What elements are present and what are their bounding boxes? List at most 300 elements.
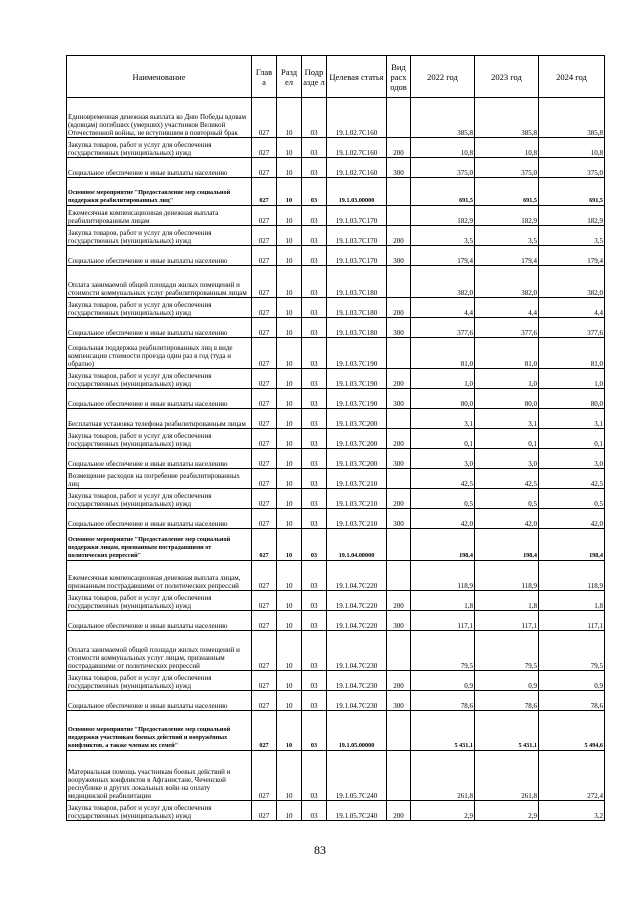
cell-sub: 03 xyxy=(302,561,327,591)
cell-ch: 027 xyxy=(252,338,277,369)
cell-y2023: 375,0 xyxy=(475,158,539,178)
cell-y2023: 377,6 xyxy=(475,318,539,338)
cell-y2023: 78,6 xyxy=(475,691,539,711)
cell-name: Материальная помощь участникам боевых действий и вооруженных конфликтов в Афганистане, Чеченской республике и других локальных войн на оплату медицинской реабилитации xyxy=(67,751,252,801)
cell-sub: 03 xyxy=(302,751,327,801)
cell-sec: 10 xyxy=(277,138,302,158)
cell-sub: 03 xyxy=(302,529,327,561)
cell-y2022: 198,4 xyxy=(411,529,475,561)
cell-name: Социальное обеспечение и иные выплаты населению xyxy=(67,158,252,178)
cell-sub: 03 xyxy=(302,449,327,469)
cell-y2022: 0,9 xyxy=(411,671,475,691)
cell-type xyxy=(387,631,411,671)
cell-target: 19.1.03.7С190 xyxy=(327,338,387,369)
cell-y2024: 1,8 xyxy=(539,591,605,611)
cell-sub: 03 xyxy=(302,429,327,449)
cell-y2022: 382,0 xyxy=(411,266,475,298)
table-row xyxy=(67,449,605,469)
table-row xyxy=(67,489,605,509)
cell-type: 200 xyxy=(387,671,411,691)
cell-y2024: 3,2 xyxy=(539,801,605,821)
cell-y2024: 42,5 xyxy=(539,469,605,489)
cell-sec: 10 xyxy=(277,206,302,226)
cell-y2023: 0,5 xyxy=(475,489,539,509)
cell-target: 19.1.03.7С170 xyxy=(327,206,387,226)
cell-sec: 10 xyxy=(277,751,302,801)
table-row xyxy=(67,266,605,298)
table-row xyxy=(67,298,605,318)
cell-y2022: 0,5 xyxy=(411,489,475,509)
table-row xyxy=(67,611,605,631)
cell-sec: 10 xyxy=(277,266,302,298)
cell-type xyxy=(387,98,411,138)
cell-y2024: 80,0 xyxy=(539,389,605,409)
cell-ch: 027 xyxy=(252,389,277,409)
cell-y2024: 5 494,6 xyxy=(539,711,605,751)
cell-name: Закупка товаров, работ и услуг для обеспечения государственных (муниципальных) нужд xyxy=(67,369,252,389)
cell-ch: 027 xyxy=(252,671,277,691)
cell-target: 19.1.03.7С170 xyxy=(327,226,387,246)
cell-name: Социальное обеспечение и иные выплаты населению xyxy=(67,449,252,469)
cell-sec: 10 xyxy=(277,591,302,611)
table-row xyxy=(67,369,605,389)
column-header: Наименование xyxy=(67,56,252,98)
table-header-row xyxy=(67,56,605,98)
cell-ch: 027 xyxy=(252,206,277,226)
cell-y2022: 179,4 xyxy=(411,246,475,266)
cell-target: 19.1.04.7С230 xyxy=(327,691,387,711)
cell-ch: 027 xyxy=(252,429,277,449)
cell-target: 19.1.05.7С240 xyxy=(327,801,387,821)
cell-target: 19.1.03.7С200 xyxy=(327,409,387,429)
cell-type: 200 xyxy=(387,591,411,611)
cell-y2022: 3,0 xyxy=(411,449,475,469)
cell-sub: 03 xyxy=(302,671,327,691)
cell-name: Социальное обеспечение и иные выплаты населению xyxy=(67,509,252,529)
cell-ch: 027 xyxy=(252,158,277,178)
cell-type xyxy=(387,469,411,489)
cell-ch: 027 xyxy=(252,561,277,591)
cell-sec: 10 xyxy=(277,631,302,671)
cell-ch: 027 xyxy=(252,489,277,509)
cell-name: Закупка товаров, работ и услуг для обеспечения государственных (муниципальных) нужд xyxy=(67,226,252,246)
cell-target: 19.1.03.7С190 xyxy=(327,389,387,409)
cell-y2023: 179,4 xyxy=(475,246,539,266)
cell-y2022: 0,1 xyxy=(411,429,475,449)
cell-type xyxy=(387,561,411,591)
cell-target: 19.1.04.7С230 xyxy=(327,631,387,671)
cell-y2024: 375,0 xyxy=(539,158,605,178)
cell-name: Закупка товаров, работ и услуг для обеспечения государственных (муниципальных) нужд xyxy=(67,591,252,611)
cell-ch: 027 xyxy=(252,631,277,671)
cell-sec: 10 xyxy=(277,246,302,266)
table-row xyxy=(67,711,605,751)
table-row xyxy=(67,318,605,338)
cell-target: 19.1.02.7С160 xyxy=(327,138,387,158)
cell-sub: 03 xyxy=(302,509,327,529)
cell-y2023: 1,0 xyxy=(475,369,539,389)
cell-ch: 027 xyxy=(252,318,277,338)
cell-y2022: 182,9 xyxy=(411,206,475,226)
cell-y2022: 385,8 xyxy=(411,98,475,138)
cell-y2024: 182,9 xyxy=(539,206,605,226)
cell-type: 200 xyxy=(387,801,411,821)
cell-y2023: 0,9 xyxy=(475,671,539,691)
cell-type: 200 xyxy=(387,226,411,246)
cell-y2023: 3,5 xyxy=(475,226,539,246)
cell-y2023: 80,0 xyxy=(475,389,539,409)
cell-sub: 03 xyxy=(302,298,327,318)
cell-y2023: 385,8 xyxy=(475,98,539,138)
cell-type xyxy=(387,206,411,226)
table-row xyxy=(67,206,605,226)
cell-ch: 027 xyxy=(252,266,277,298)
cell-name: Социальная поддержка реабилитированных лиц в виде компенсации стоимости проезда один раз в год (туда и обратно) xyxy=(67,338,252,369)
cell-y2024: 179,4 xyxy=(539,246,605,266)
cell-y2024: 198,4 xyxy=(539,529,605,561)
cell-y2024: 79,5 xyxy=(539,631,605,671)
cell-sub: 03 xyxy=(302,266,327,298)
cell-type: 300 xyxy=(387,611,411,631)
cell-sub: 03 xyxy=(302,801,327,821)
cell-type: 300 xyxy=(387,389,411,409)
cell-y2023: 1,8 xyxy=(475,591,539,611)
cell-ch: 027 xyxy=(252,298,277,318)
cell-y2022: 79,5 xyxy=(411,631,475,671)
cell-type xyxy=(387,529,411,561)
page-number: 83 xyxy=(314,843,326,857)
cell-sub: 03 xyxy=(302,246,327,266)
cell-y2023: 691,5 xyxy=(475,178,539,206)
cell-ch: 027 xyxy=(252,751,277,801)
cell-target: 19.1.03.7С210 xyxy=(327,509,387,529)
table-row xyxy=(67,529,605,561)
cell-target: 19.1.03.7С170 xyxy=(327,246,387,266)
cell-name: Закупка товаров, работ и услуг для обеспечения государственных (муниципальных) нужд xyxy=(67,429,252,449)
cell-y2022: 377,6 xyxy=(411,318,475,338)
table-row xyxy=(67,561,605,591)
cell-sub: 03 xyxy=(302,389,327,409)
table-row xyxy=(67,751,605,801)
cell-sec: 10 xyxy=(277,449,302,469)
cell-target: 19.1.03.00000 xyxy=(327,178,387,206)
cell-sub: 03 xyxy=(302,226,327,246)
cell-y2023: 382,0 xyxy=(475,266,539,298)
cell-target: 19.1.04.00000 xyxy=(327,529,387,561)
table-row xyxy=(67,429,605,449)
cell-type xyxy=(387,266,411,298)
cell-y2024: 385,8 xyxy=(539,98,605,138)
cell-y2022: 5 431,1 xyxy=(411,711,475,751)
cell-sec: 10 xyxy=(277,318,302,338)
cell-y2024: 0,1 xyxy=(539,429,605,449)
cell-y2024: 78,6 xyxy=(539,691,605,711)
column-header: Подр азде л xyxy=(302,56,327,98)
cell-type xyxy=(387,409,411,429)
cell-sec: 10 xyxy=(277,801,302,821)
cell-type: 300 xyxy=(387,158,411,178)
cell-target: 19.1.03.7С180 xyxy=(327,266,387,298)
cell-ch: 027 xyxy=(252,226,277,246)
cell-name: Закупка товаров, работ и услуг для обеспечения государственных (муниципальных) нужд xyxy=(67,671,252,691)
cell-name: Социальное обеспечение и иные выплаты населению xyxy=(67,389,252,409)
table-row xyxy=(67,226,605,246)
cell-ch: 027 xyxy=(252,449,277,469)
cell-name: Основное мероприятие "Предоставление мер социальной поддержки участникам боевых действий и вооружённых конфликтов, а также членам их семей" xyxy=(67,711,252,751)
cell-y2022: 2,9 xyxy=(411,801,475,821)
column-header: 2024 год xyxy=(539,56,605,98)
cell-y2022: 3,5 xyxy=(411,226,475,246)
cell-y2023: 261,8 xyxy=(475,751,539,801)
cell-name: Социальное обеспечение и иные выплаты населению xyxy=(67,691,252,711)
cell-sec: 10 xyxy=(277,178,302,206)
column-header: Разд ел xyxy=(277,56,302,98)
cell-y2024: 377,6 xyxy=(539,318,605,338)
cell-sub: 03 xyxy=(302,489,327,509)
cell-ch: 027 xyxy=(252,611,277,631)
cell-name: Основное мероприятие "Предоставление мер социальной поддержки реабилитированных лиц" xyxy=(67,178,252,206)
cell-name: Закупка товаров, работ и услуг для обеспечения государственных (муниципальных) нужд xyxy=(67,801,252,821)
cell-sec: 10 xyxy=(277,469,302,489)
cell-name: Социальное обеспечение и иные выплаты населению xyxy=(67,611,252,631)
cell-y2024: 42,0 xyxy=(539,509,605,529)
cell-sec: 10 xyxy=(277,671,302,691)
cell-name: Ежемесячная компенсационная денежная выплата лицам, признанным пострадавшими от политических репрессий xyxy=(67,561,252,591)
cell-y2023: 79,5 xyxy=(475,631,539,671)
cell-sec: 10 xyxy=(277,509,302,529)
cell-y2022: 261,8 xyxy=(411,751,475,801)
cell-sub: 03 xyxy=(302,469,327,489)
cell-sec: 10 xyxy=(277,691,302,711)
cell-y2024: 3,1 xyxy=(539,409,605,429)
cell-y2023: 5 431,1 xyxy=(475,711,539,751)
cell-type: 200 xyxy=(387,138,411,158)
cell-target: 19.1.05.7С240 xyxy=(327,751,387,801)
table-row xyxy=(67,591,605,611)
cell-y2023: 118,9 xyxy=(475,561,539,591)
cell-y2024: 117,1 xyxy=(539,611,605,631)
cell-target: 19.1.02.7С160 xyxy=(327,158,387,178)
cell-type: 200 xyxy=(387,298,411,318)
table-row xyxy=(67,246,605,266)
cell-sec: 10 xyxy=(277,711,302,751)
cell-ch: 027 xyxy=(252,98,277,138)
table-row xyxy=(67,98,605,138)
cell-y2023: 182,9 xyxy=(475,206,539,226)
cell-sub: 03 xyxy=(302,369,327,389)
table-row xyxy=(67,409,605,429)
table-body xyxy=(67,98,605,821)
cell-sub: 03 xyxy=(302,158,327,178)
cell-sec: 10 xyxy=(277,338,302,369)
cell-sec: 10 xyxy=(277,561,302,591)
column-header: Целевая статья xyxy=(327,56,387,98)
cell-y2022: 10,8 xyxy=(411,138,475,158)
table-row xyxy=(67,691,605,711)
cell-y2024: 0,9 xyxy=(539,671,605,691)
cell-y2023: 42,5 xyxy=(475,469,539,489)
table-row xyxy=(67,338,605,369)
cell-sub: 03 xyxy=(302,631,327,671)
cell-y2022: 81,0 xyxy=(411,338,475,369)
cell-y2022: 691,5 xyxy=(411,178,475,206)
cell-ch: 027 xyxy=(252,178,277,206)
cell-y2024: 81,0 xyxy=(539,338,605,369)
cell-ch: 027 xyxy=(252,801,277,821)
cell-target: 19.1.03.7С210 xyxy=(327,489,387,509)
cell-y2024: 1,0 xyxy=(539,369,605,389)
cell-name: Социальное обеспечение и иные выплаты населению xyxy=(67,246,252,266)
cell-target: 19.1.05.00000 xyxy=(327,711,387,751)
cell-y2024: 691,5 xyxy=(539,178,605,206)
cell-ch: 027 xyxy=(252,591,277,611)
cell-sec: 10 xyxy=(277,298,302,318)
cell-y2022: 4,4 xyxy=(411,298,475,318)
cell-y2022: 1,8 xyxy=(411,591,475,611)
cell-y2023: 117,1 xyxy=(475,611,539,631)
cell-name: Бесплатная установка телефона реабилитированным лицам xyxy=(67,409,252,429)
cell-target: 19.1.03.7С210 xyxy=(327,469,387,489)
cell-target: 19.1.03.7С190 xyxy=(327,369,387,389)
table-row xyxy=(67,158,605,178)
cell-target: 19.1.03.7С180 xyxy=(327,318,387,338)
cell-ch: 027 xyxy=(252,711,277,751)
cell-sec: 10 xyxy=(277,158,302,178)
cell-target: 19.1.04.7С220 xyxy=(327,591,387,611)
cell-y2023: 3,0 xyxy=(475,449,539,469)
cell-type: 300 xyxy=(387,449,411,469)
cell-ch: 027 xyxy=(252,509,277,529)
table-row xyxy=(67,178,605,206)
cell-sec: 10 xyxy=(277,389,302,409)
cell-sec: 10 xyxy=(277,369,302,389)
column-header: 2022 год xyxy=(411,56,475,98)
cell-type: 300 xyxy=(387,246,411,266)
cell-name: Закупка товаров, работ и услуг для обеспечения государственных (муниципальных) нужд xyxy=(67,298,252,318)
cell-type: 300 xyxy=(387,691,411,711)
cell-y2024: 4,4 xyxy=(539,298,605,318)
cell-y2022: 117,1 xyxy=(411,611,475,631)
cell-name: Социальное обеспечение и иные выплаты населению xyxy=(67,318,252,338)
cell-sub: 03 xyxy=(302,98,327,138)
cell-y2024: 0,5 xyxy=(539,489,605,509)
cell-sub: 03 xyxy=(302,338,327,369)
cell-sub: 03 xyxy=(302,409,327,429)
cell-y2023: 81,0 xyxy=(475,338,539,369)
cell-name: Оплата занимаемой общей площади жилых помещений и стоимости коммунальных услуг лицам, признанным пострадавшими от политических репрессий xyxy=(67,631,252,671)
cell-ch: 027 xyxy=(252,138,277,158)
cell-sec: 10 xyxy=(277,529,302,561)
table-row xyxy=(67,631,605,671)
cell-target: 19.1.03.7С200 xyxy=(327,429,387,449)
cell-y2023: 2,9 xyxy=(475,801,539,821)
cell-sec: 10 xyxy=(277,98,302,138)
cell-sub: 03 xyxy=(302,691,327,711)
cell-ch: 027 xyxy=(252,246,277,266)
cell-sec: 10 xyxy=(277,226,302,246)
cell-target: 19.1.02.7С160 xyxy=(327,98,387,138)
cell-name: Ежемесячная компенсационная денежная выплата реабилитированным лицам xyxy=(67,206,252,226)
cell-y2022: 1,0 xyxy=(411,369,475,389)
cell-y2024: 3,5 xyxy=(539,226,605,246)
cell-y2022: 3,1 xyxy=(411,409,475,429)
cell-type xyxy=(387,338,411,369)
cell-sub: 03 xyxy=(302,711,327,751)
table-row xyxy=(67,138,605,158)
cell-sub: 03 xyxy=(302,178,327,206)
cell-ch: 027 xyxy=(252,409,277,429)
table-row xyxy=(67,801,605,821)
table-row xyxy=(67,469,605,489)
cell-y2024: 3,0 xyxy=(539,449,605,469)
cell-sub: 03 xyxy=(302,318,327,338)
cell-ch: 027 xyxy=(252,691,277,711)
cell-type: 300 xyxy=(387,509,411,529)
cell-sec: 10 xyxy=(277,611,302,631)
cell-name: Основное мероприятие "Предоставление мер социальной поддержки лицам, признанным пострадавшими от политических репрессий" xyxy=(67,529,252,561)
cell-y2022: 42,5 xyxy=(411,469,475,489)
cell-target: 19.1.04.7С220 xyxy=(327,611,387,631)
column-header: Глав а xyxy=(252,56,277,98)
cell-y2022: 80,0 xyxy=(411,389,475,409)
table-row xyxy=(67,389,605,409)
cell-ch: 027 xyxy=(252,529,277,561)
cell-type: 300 xyxy=(387,318,411,338)
table-row xyxy=(67,671,605,691)
cell-name: Закупка товаров, работ и услуг для обеспечения государственных (муниципальных) нужд xyxy=(67,138,252,158)
cell-type xyxy=(387,178,411,206)
cell-y2024: 382,0 xyxy=(539,266,605,298)
cell-y2023: 3,1 xyxy=(475,409,539,429)
column-header: Вид расх одов xyxy=(387,56,411,98)
cell-sub: 03 xyxy=(302,206,327,226)
cell-sec: 10 xyxy=(277,429,302,449)
cell-name: Единовременная денежная выплата ко Дню Победы вдовам (вдовцам) погибших (умерших) участников Великой Отечественной войны, не вступившим в повторный брак xyxy=(67,98,252,138)
cell-type xyxy=(387,711,411,751)
cell-sub: 03 xyxy=(302,591,327,611)
cell-target: 19.1.04.7С230 xyxy=(327,671,387,691)
cell-type: 200 xyxy=(387,369,411,389)
cell-sub: 03 xyxy=(302,611,327,631)
cell-y2022: 118,9 xyxy=(411,561,475,591)
cell-y2022: 78,6 xyxy=(411,691,475,711)
cell-type: 200 xyxy=(387,489,411,509)
cell-type xyxy=(387,751,411,801)
cell-y2024: 118,9 xyxy=(539,561,605,591)
cell-y2023: 4,4 xyxy=(475,298,539,318)
cell-name: Закупка товаров, работ и услуг для обеспечения государственных (муниципальных) нужд xyxy=(67,489,252,509)
table-row xyxy=(67,509,605,529)
cell-type: 200 xyxy=(387,429,411,449)
cell-ch: 027 xyxy=(252,469,277,489)
cell-target: 19.1.03.7С180 xyxy=(327,298,387,318)
cell-y2022: 375,0 xyxy=(411,158,475,178)
column-header: 2023 год xyxy=(475,56,539,98)
cell-y2024: 10,8 xyxy=(539,138,605,158)
cell-y2023: 0,1 xyxy=(475,429,539,449)
cell-name: Возмещение расходов на погребение реабилитированных лиц xyxy=(67,469,252,489)
cell-y2023: 10,8 xyxy=(475,138,539,158)
cell-target: 19.1.04.7С220 xyxy=(327,561,387,591)
cell-y2023: 42,0 xyxy=(475,509,539,529)
cell-y2022: 42,0 xyxy=(411,509,475,529)
cell-y2023: 198,4 xyxy=(475,529,539,561)
cell-name: Оплата занимаемой общей площади жилых помещений и стоимости коммунальных услуг реабилитированным лицам xyxy=(67,266,252,298)
cell-y2024: 272,4 xyxy=(539,751,605,801)
cell-sec: 10 xyxy=(277,409,302,429)
budget-table xyxy=(66,55,605,821)
cell-target: 19.1.03.7С200 xyxy=(327,449,387,469)
